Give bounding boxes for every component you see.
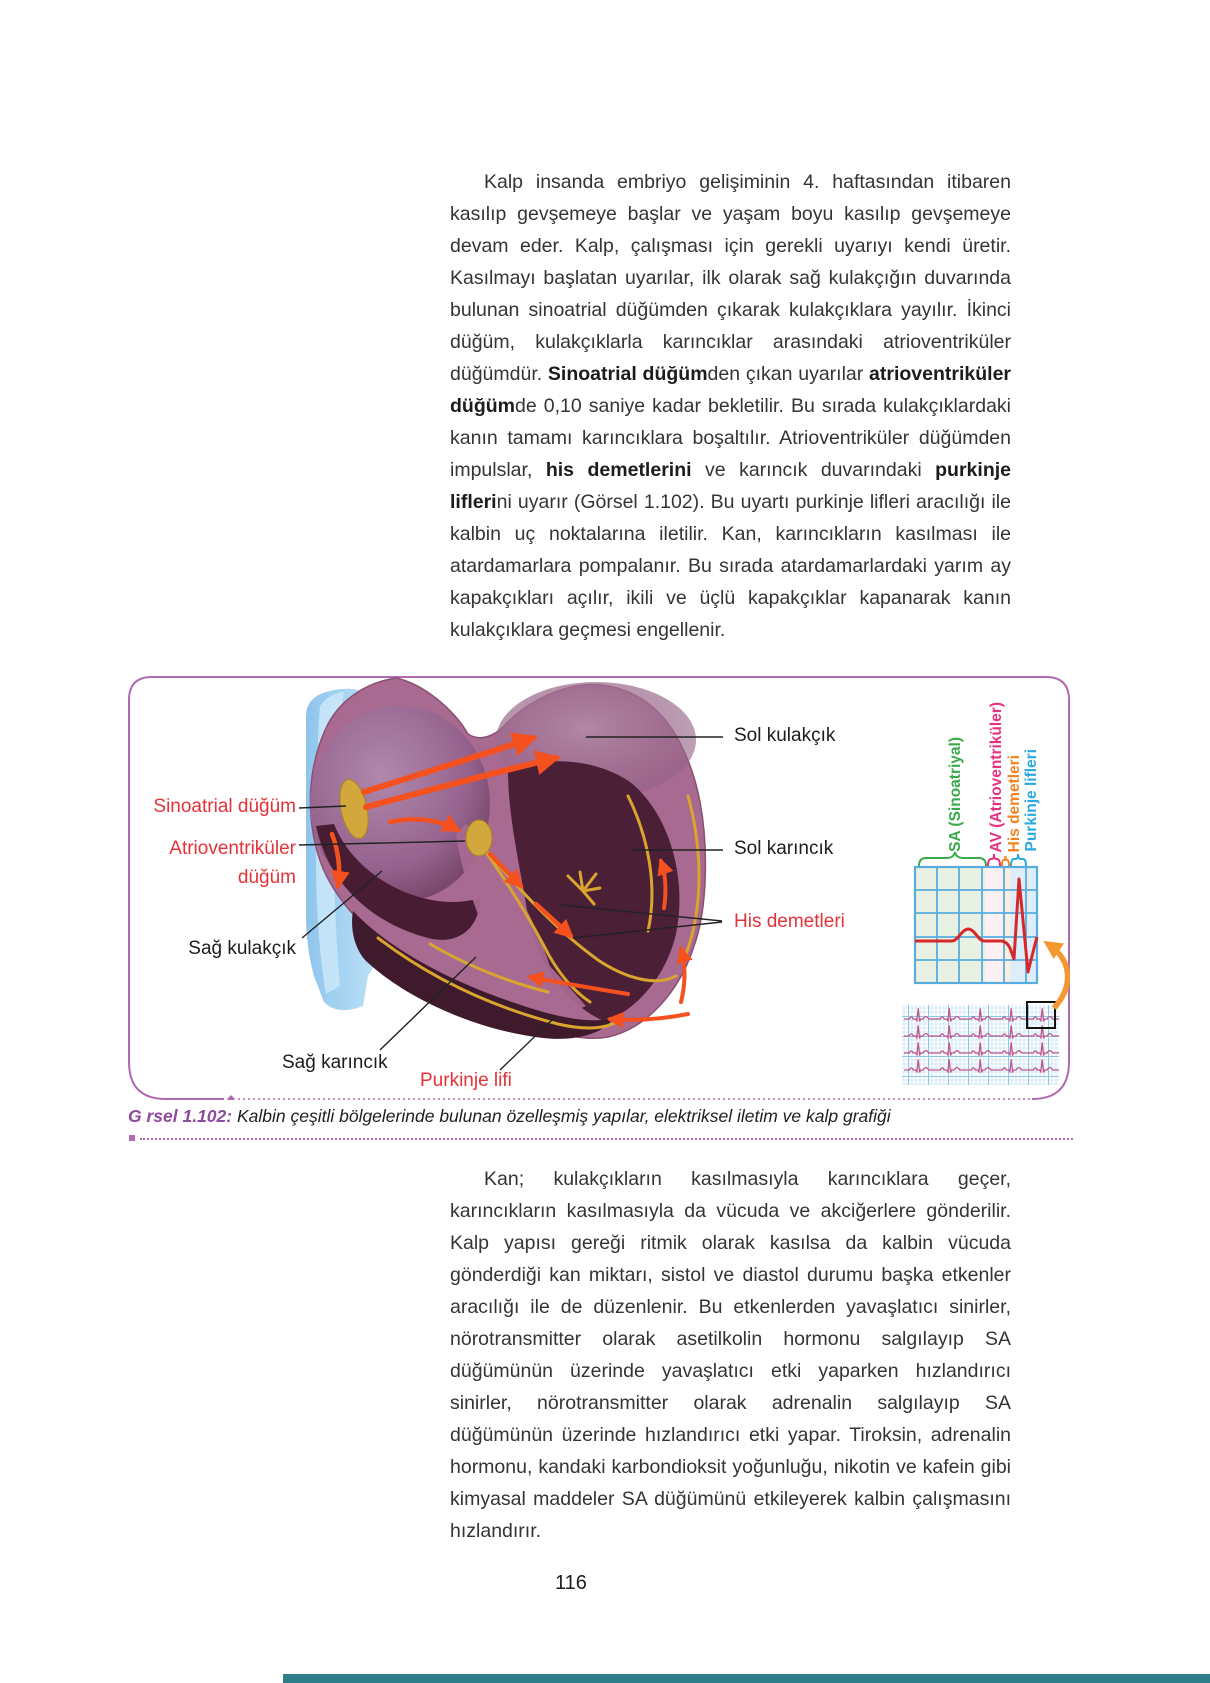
ecg-grid [915,867,1037,983]
label-ecg-his-demetleri: His demetleri [1006,754,1023,852]
label-sol-kulakcik: Sol kulakçık [734,725,836,746]
page-number: 116 [555,1572,587,1594]
label-ecg-sa-sinoatriyal: SA (Sinoatriyal) [947,737,964,852]
label-ecg-av-atrioventrikuler: AV (Atrioventriküler) [988,701,1005,852]
figure-caption [128,1106,1073,1127]
label-purkinje-lifi: Purkinje lifi [420,1070,512,1091]
paragraph-heart-conduction: Kalp insanda embriyo gelişiminin 4. haftasından itibaren kasılıp gevşemeye başlar ve yaşam boyu kasılıp gevşemeye devam eder. Kalp, çalışması için gerekli uyarıyı kendi üretir. Kasılmayı başlatan uyarılar, ilk olarak sağ kulakçığın duvarında bulunan sinoatrial düğümden çıkarak kulakçıklara yayılır. İkinci düğüm, kulakçıklarla karıncıklar arasındaki atrioventriküler düğümdür. Sinoatrial düğümden çıkan uyarılar atrioventriküler düğümde 0,10 saniye kadar bekletilir. Bu sırada kulakçıklardaki kanın tamamı karıncıklara boşaltılır. Atrioventriküler düğümden impulslar, his demetlerini ve karıncık duvarındaki purkinje liflerini uyarır (Görsel 1.102). Bu uyartı purkinje lifleri aracılığı ile kalbin uç noktalarına iletilir. Kan, karıncıkların kasılması ile atardamarlara pompalanır. Bu sırada atardamarlardaki yarım ay kapakçıkları açılır, ikili ve üçlü kapakçıklar kapanarak kanın kulakçıklara geçmesi engellenir. [450,171,1011,641]
page-bottom-bar [283,1674,1210,1683]
label-sag-kulakcik: Sağ kulakçık [188,938,296,959]
label-his-demetleri: His demetleri [734,911,845,932]
label-sinoatrial-dugum: Sinoatrial düğüm [153,796,296,817]
label-atrioventrikuler-dugum: Atrioventriküler düğüm [169,838,296,888]
label-ecg-purkinje-lifleri: Purkinje lifleri [1023,749,1040,852]
label-sol-karincik: Sol karıncık [734,838,834,859]
figure-caption-number: G rsel 1.102: [128,1106,233,1126]
ecg-region-braces [919,852,1026,866]
paragraph-heart-regulation: Kan; kulakçıkların kasılmasıyla karıncıklara geçer, karıncıkların kasılmasıyla da vücuda ve akciğerlere gönderilir. Kalp yapısı gereği ritmik olarak kasılsa da kalbin vücuda gönderdiği kan miktarı, sistol ve diastol durumu başka etkenler aracılığı ile de düzenlenir. Bu etkenlerden yavaşlatıcı sinirler, nörotransmitter olarak asetilkolin hormonu salgılayıp SA düğümünün üzerinde yavaşlatıcı etki yaparken hızlandırıcı sinirler, nörotransmitter olarak adrenalin salgılayıp SA düğümünün üzerinde hızlandırıcı etki yapar. Tiroksin, adrenalin hormonu, kandaki karbondioksit yoğunluğu, nikotin ve kafein gibi kimyasal maddeler SA düğümünü etkileyerek kalbin çalışmasını hızlandırır. [450,1168,1011,1542]
magnify-arrow [1048,944,1068,1008]
caption-divider-line [140,1138,1073,1140]
label-sag-karincik: Sağ karıncık [282,1052,388,1073]
figure-caption-text: Kalbin çeşitli bölgelerinde bulunan özelleşmiş yapılar, elektriksel iletim ve kalp grafiği [232,1106,891,1126]
caption-divider-marker [129,1135,135,1141]
atrioventricular-node [466,820,492,856]
